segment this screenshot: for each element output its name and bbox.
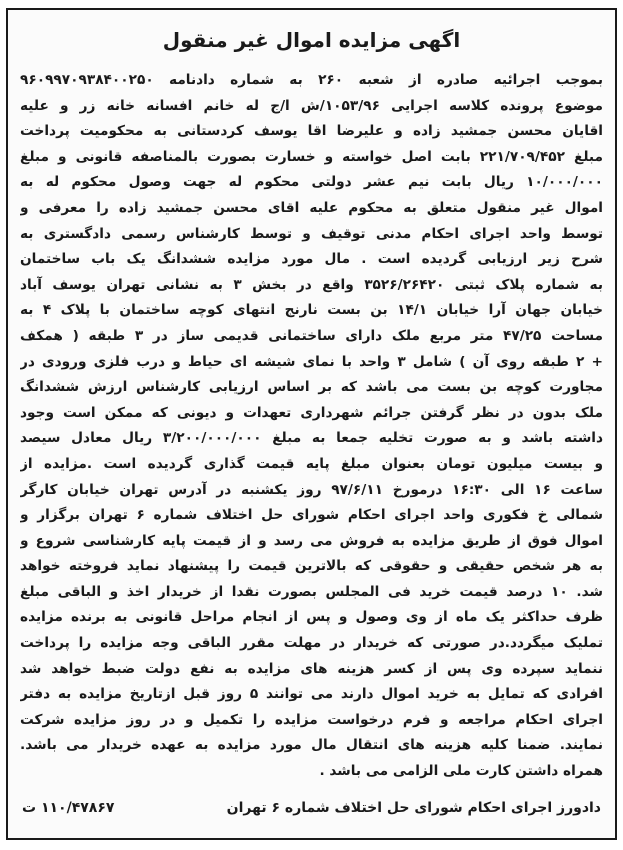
- notice-line: داشته باشد و به صورت تخلیه جمعا به مبلغ ۳/۲۰۰/۰۰۰/۰۰۰ ریال معادل سیصد: [20, 430, 603, 447]
- notice-line: مبلغ ۲۲۱/۷۰۹/۴۵۲ بابت اصل خواسته و خسارت بصورت بالمناصفه قانونی و مبلغ: [20, 148, 603, 165]
- notice-line: ۱۰/۰۰۰/۰۰۰ ریال بابت نیم عشر دولتی محکوم له جهت وصول محکوم له به: [20, 174, 603, 191]
- notice-line: شرح زیر ارزیابی گردیده است . مال مورد مزایده ششدانگ یک باب ساختمان: [20, 251, 603, 268]
- notice-line: ظرف حداکثر یک ماه از وی وصول و پس از انجام مراحل قانونی به برنده مزایده: [20, 609, 603, 626]
- notice-line: تملیک میگردد.در صورتی که خریدار در مهلت مقرر الباقی وجه مزایده را پرداخت: [20, 635, 603, 652]
- notice-title: اگهی مزایده اموال غیر منقول: [162, 28, 461, 52]
- notice-line: مساحت ۴۷/۲۵ متر مربع ملک دارای ساختمانی قدیمی ساز در ۳ طبقه ( همکف: [20, 327, 603, 344]
- notice-line: به هر شخص حقیقی و حقوقی که بالاترین قیمت را پیشنهاد نماید فروخته خواهد: [20, 558, 603, 575]
- notice-line: همراه داشتن کارت ملی الزامی می باشد .: [319, 763, 603, 780]
- notice-line: اموال غیر منقول متعلق به محکوم علیه اقای محسن جمشید زاده را معرفی و: [20, 199, 603, 216]
- notice-line: به شماره پلاک ثبتی ۳۵۲۶/۲۶۴۲۰ واقع در بخش ۳ به نشانی تهران یوسف آباد: [20, 276, 603, 293]
- notice-line: نمایند. ضمنا کلیه هزینه های انتقال مال مورد مزایده به عهده خریدار می باشد.: [20, 737, 603, 754]
- notice-body: [20, 68, 603, 786]
- notice-line: موضوع پرونده کلاسه اجرایی ۱۰۵۳/۹۶/ش ا/ج له خانم افسانه خانه زر و علیه: [20, 97, 603, 114]
- notice-line: ملک بدون در نظر گرفتن جرائم شهرداری تعهدات و دیونی که ممکن است وجود: [20, 404, 603, 421]
- legal-notice: [6, 8, 617, 840]
- notice-line: + ۲ طبقه روی آن ) شامل ۳ واحد با نمای شیشه ای حیاط و درب فلزی ورودی در: [20, 353, 603, 370]
- notice-line: اقایان محسن جمشید زاده و علیرضا اقا یوسف کردستانی به محکومیت پرداخت: [20, 123, 603, 140]
- notice-line: ننماید سپرده وی پس از کسر هزینه های مزایده به نفع دولت ضبط خواهد شد: [20, 660, 603, 677]
- notice-line: توسط واحد اجرای احکام مدنی توقیف و توسط کارشناس رسمی دادگستری به: [20, 225, 603, 242]
- notice-footer: [22, 800, 601, 826]
- notice-line: اموال فوق از طریق مزایده به فروش می رسد و از قیمت پایه کارشناسی شروع و: [20, 532, 603, 549]
- notice-line: مجاورت کوچه بن بست می باشد که بر اساس ارزیابی کارشناس ارزش ششدانگ: [20, 379, 603, 396]
- notice-line: و بیست میلیون تومان بعنوان مبلغ پایه قیمت گذاری گردیده است .مزایده از: [20, 455, 603, 472]
- notice-line: افرادی که تمایل به خرید اموال دارند می توانند ۵ روز قبل ازتاریخ مزایده به دفتر: [20, 686, 603, 703]
- notice-line: اجرای احکام مراجعه و فرم درخواست مزایده را تکمیل و در روز مزایده شرکت: [20, 711, 603, 728]
- notice-line: بموجب اجرائیه صادره از شعبه ۲۶۰ به شماره دادنامه ۹۶۰۹۹۷۰۹۳۸۴۰۰۲۵۰: [20, 72, 603, 88]
- notice-line: شد. ۱۰ درصد قیمت خرید فی المجلس بصورت نقدا از خریدار اخذ و الباقی مبلغ: [20, 583, 603, 600]
- notice-line: خیابان جهان آرا خیابان ۱۴/۱ بن بست نارنج انتهای کوچه ساختمان با پلاک ۴ به: [20, 302, 603, 319]
- notice-line: شمالی خ فکوری واحد اجرای احکام شورای حل اختلاف شماره ۶ تهران برگزار و: [20, 507, 603, 524]
- notice-code: ۱۱۰/۴۷۸۶۷ ت: [22, 800, 115, 816]
- notice-line: ساعت ۱۶ الی ۱۶:۳۰ درمورخ ۹۷/۶/۱۱ روز یکشنبه در آدرس تهران خیابان کارگر: [20, 481, 603, 498]
- signature-line: دادورز اجرای احکام شورای حل اختلاف شماره ۶ تهران: [226, 800, 601, 816]
